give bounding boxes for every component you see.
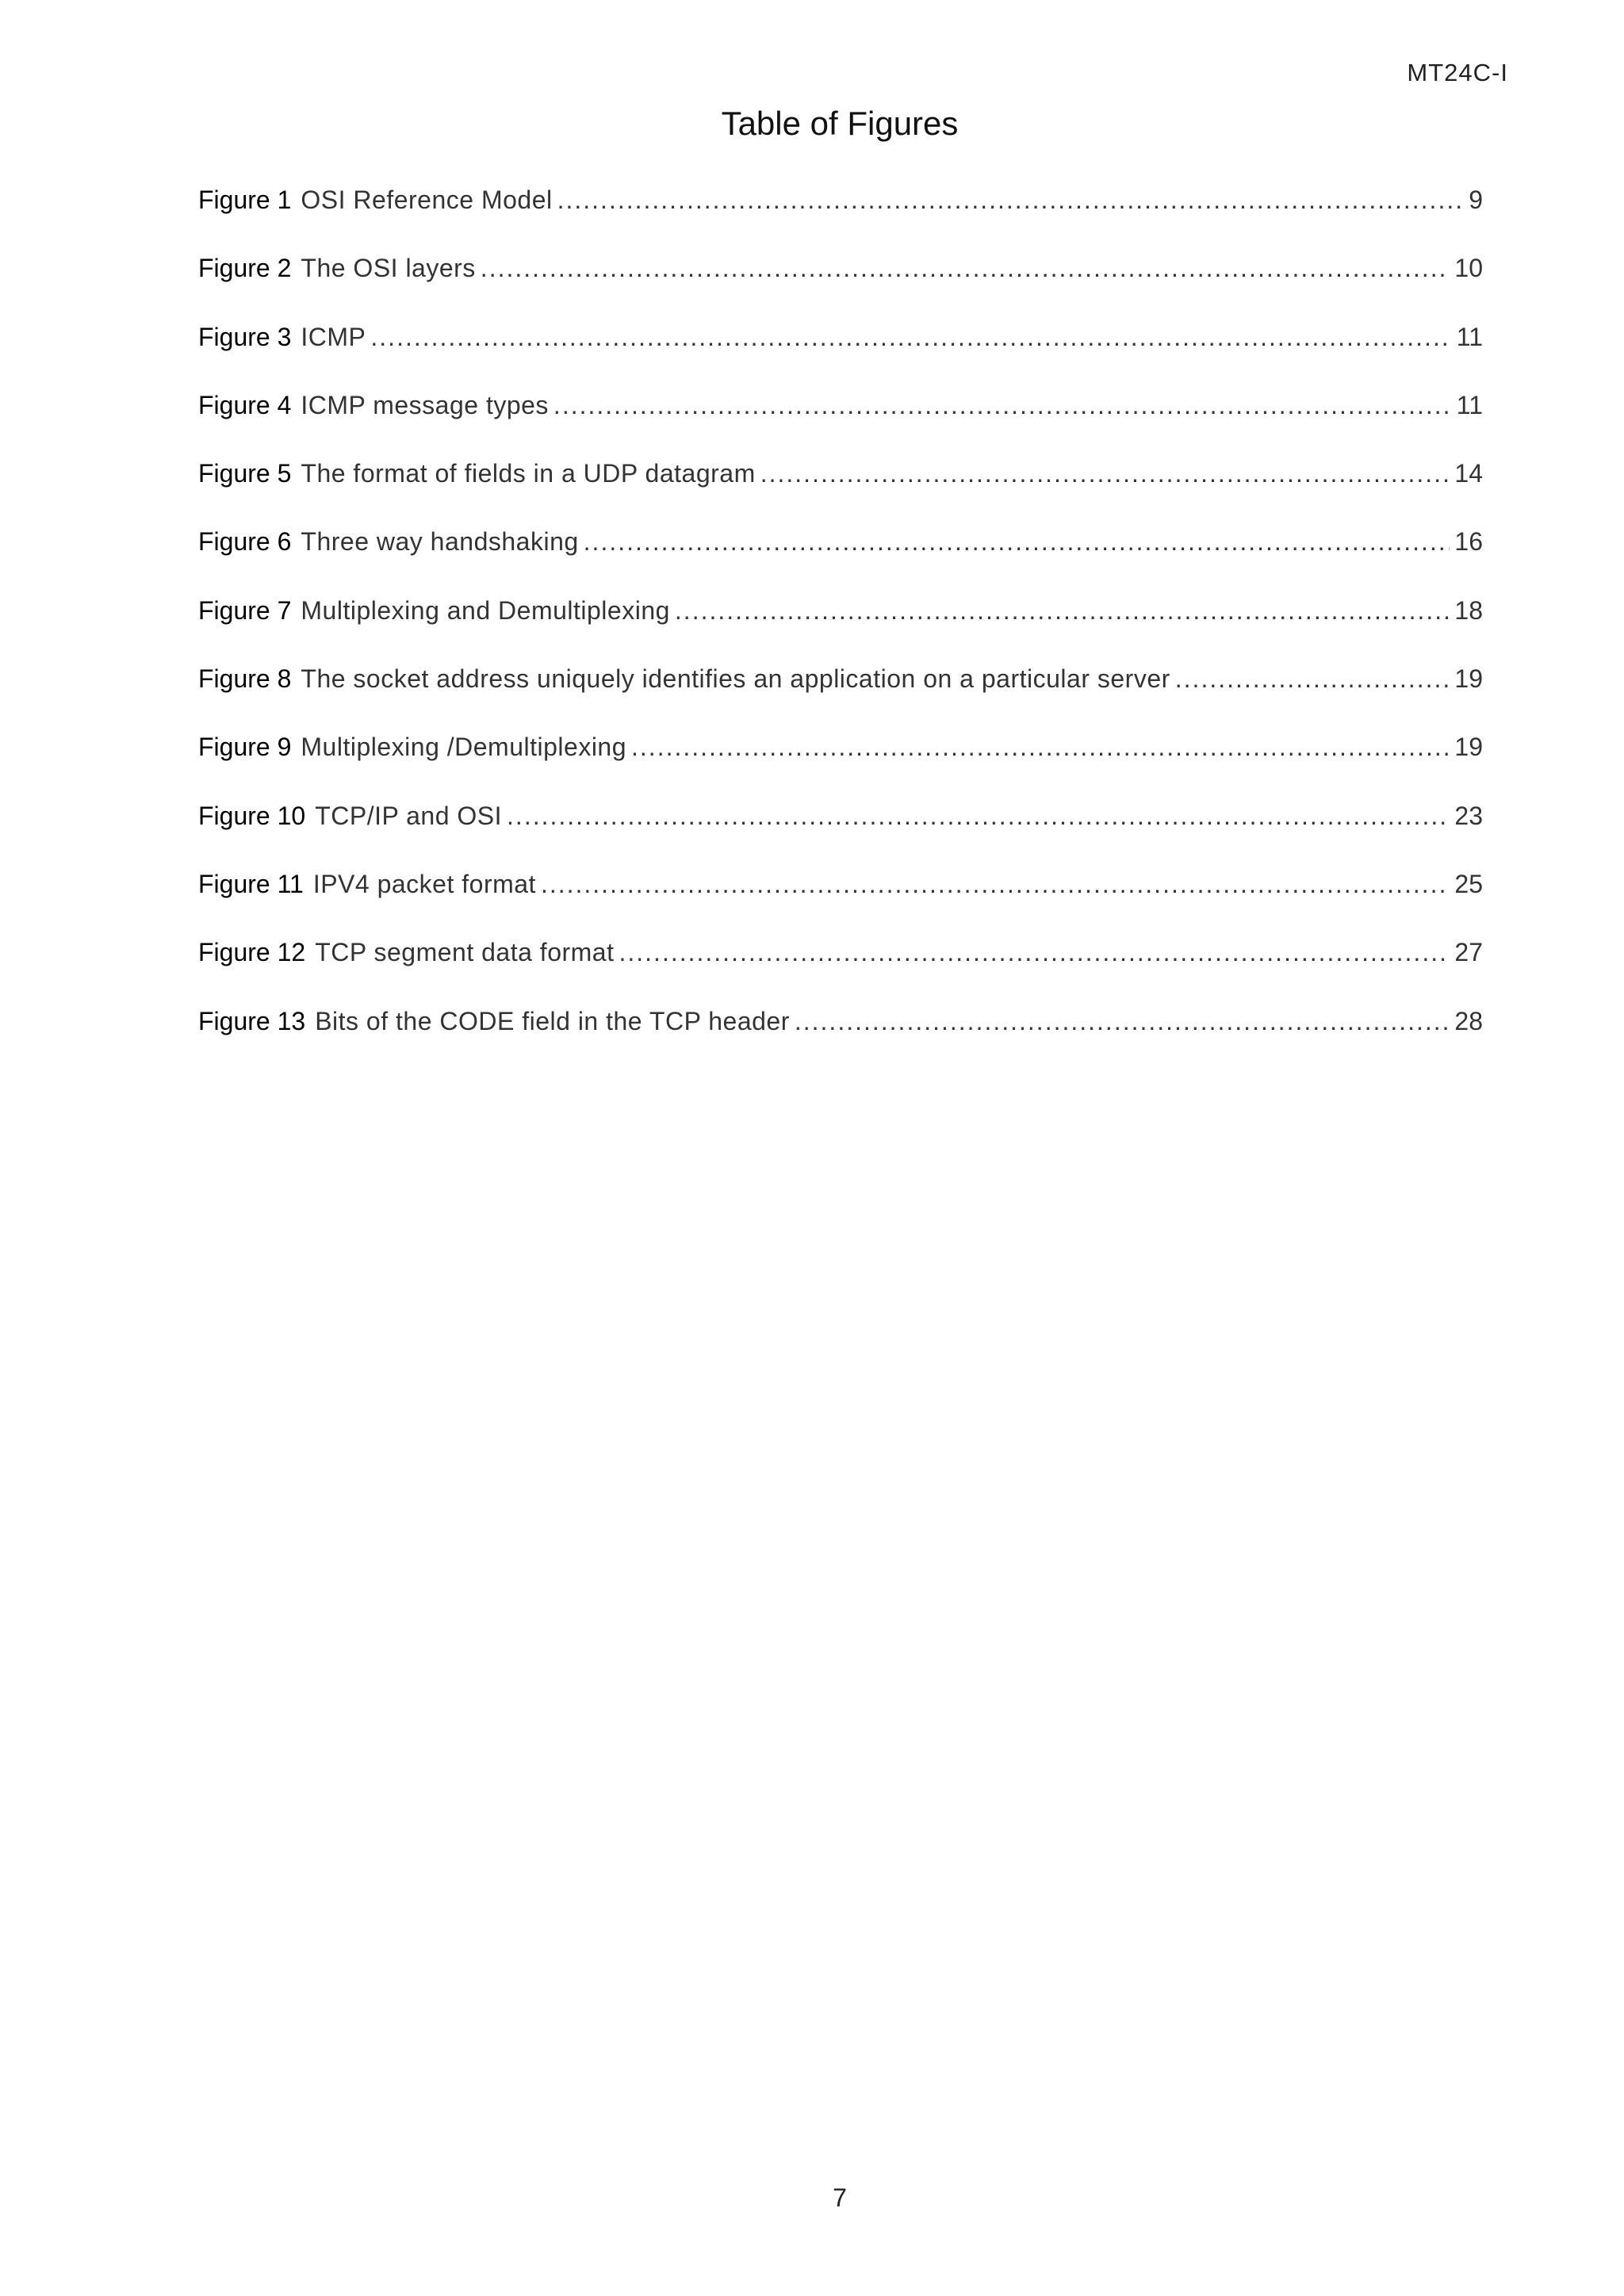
figure-caption: ICMP message types (301, 390, 549, 419)
figure-page-ref: 28 (1454, 1006, 1483, 1035)
figure-page-ref: 27 (1454, 938, 1483, 967)
toc-entry-figure-8[interactable] (198, 663, 1483, 731)
figure-caption: Three way handshaking (301, 527, 579, 557)
document-code: MT24C-I (1407, 59, 1508, 86)
figure-label: Figure 13 (198, 1006, 306, 1035)
dot-leader (584, 526, 1450, 557)
figure-label: Figure 1 (198, 186, 292, 214)
figure-caption: ICMP (301, 322, 366, 351)
toc-entry-figure-4[interactable] (198, 389, 1483, 457)
figure-page-ref: 18 (1454, 595, 1483, 625)
figure-label: Figure 4 (198, 390, 292, 419)
figure-page-ref: 9 (1469, 186, 1483, 214)
page-title: Table of Figures (721, 105, 959, 142)
figure-page-ref: 10 (1454, 254, 1483, 283)
dot-leader (1175, 663, 1450, 695)
page-number: 7 (833, 2183, 847, 2212)
toc-entry-figure-10[interactable] (198, 800, 1483, 868)
dot-leader (370, 321, 1451, 353)
figure-page-ref: 11 (1456, 390, 1483, 419)
dot-leader (557, 184, 1465, 216)
figure-label: Figure 9 (198, 733, 292, 762)
figure-caption: Multiplexing /Demultiplexing (301, 733, 627, 762)
figure-label: Figure 3 (198, 322, 292, 351)
toc-entry-figure-11[interactable] (198, 868, 1483, 936)
toc-entry-figure-5[interactable] (198, 457, 1483, 526)
figure-page-ref: 14 (1454, 459, 1483, 488)
figure-caption: TCP/IP and OSI (315, 801, 503, 830)
dot-leader (795, 1005, 1450, 1037)
figure-label: Figure 12 (198, 938, 306, 967)
figure-caption: Multiplexing and Demultiplexing (301, 595, 670, 625)
figure-caption: The socket address uniquely identifies an application on a particular server (301, 664, 1170, 694)
toc-entry-figure-3[interactable] (198, 321, 1483, 389)
dot-leader (507, 800, 1450, 832)
dot-leader (619, 936, 1450, 968)
figure-label: Figure 8 (198, 664, 292, 694)
dot-leader (675, 595, 1450, 626)
toc-entry-figure-9[interactable] (198, 731, 1483, 799)
dot-leader (553, 389, 1452, 421)
toc-entry-figure-7[interactable] (198, 595, 1483, 663)
dot-leader (481, 252, 1450, 284)
toc-entry-figure-2[interactable] (198, 252, 1483, 320)
figure-page-ref: 25 (1454, 869, 1483, 898)
figure-caption: The format of fields in a UDP datagram (301, 459, 756, 488)
figure-page-ref: 11 (1456, 322, 1483, 351)
dot-leader (760, 457, 1450, 489)
figure-label: Figure 2 (198, 254, 292, 283)
figure-page-ref: 19 (1454, 733, 1483, 762)
figure-caption: Bits of the CODE field in the TCP header (315, 1006, 790, 1035)
dot-leader (541, 868, 1450, 900)
table-of-figures (198, 184, 1483, 1073)
figure-label: Figure 10 (198, 801, 306, 830)
figure-caption: The OSI layers (301, 254, 476, 283)
figure-label: Figure 5 (198, 459, 292, 488)
figure-caption: TCP segment data format (315, 938, 615, 967)
figure-label: Figure 11 (198, 869, 304, 898)
toc-entry-figure-13[interactable] (198, 1005, 1483, 1073)
toc-entry-figure-12[interactable] (198, 936, 1483, 1004)
figure-page-ref: 23 (1454, 801, 1483, 830)
figure-caption: IPV4 packet format (312, 869, 536, 898)
toc-entry-figure-1[interactable] (198, 184, 1483, 252)
figure-page-ref: 19 (1454, 664, 1483, 694)
toc-entry-figure-6[interactable] (198, 526, 1483, 594)
dot-leader (631, 731, 1450, 763)
figure-page-ref: 16 (1454, 527, 1483, 557)
figure-caption: OSI Reference Model (301, 186, 553, 214)
figure-label: Figure 6 (198, 527, 292, 557)
figure-label: Figure 7 (198, 595, 292, 625)
